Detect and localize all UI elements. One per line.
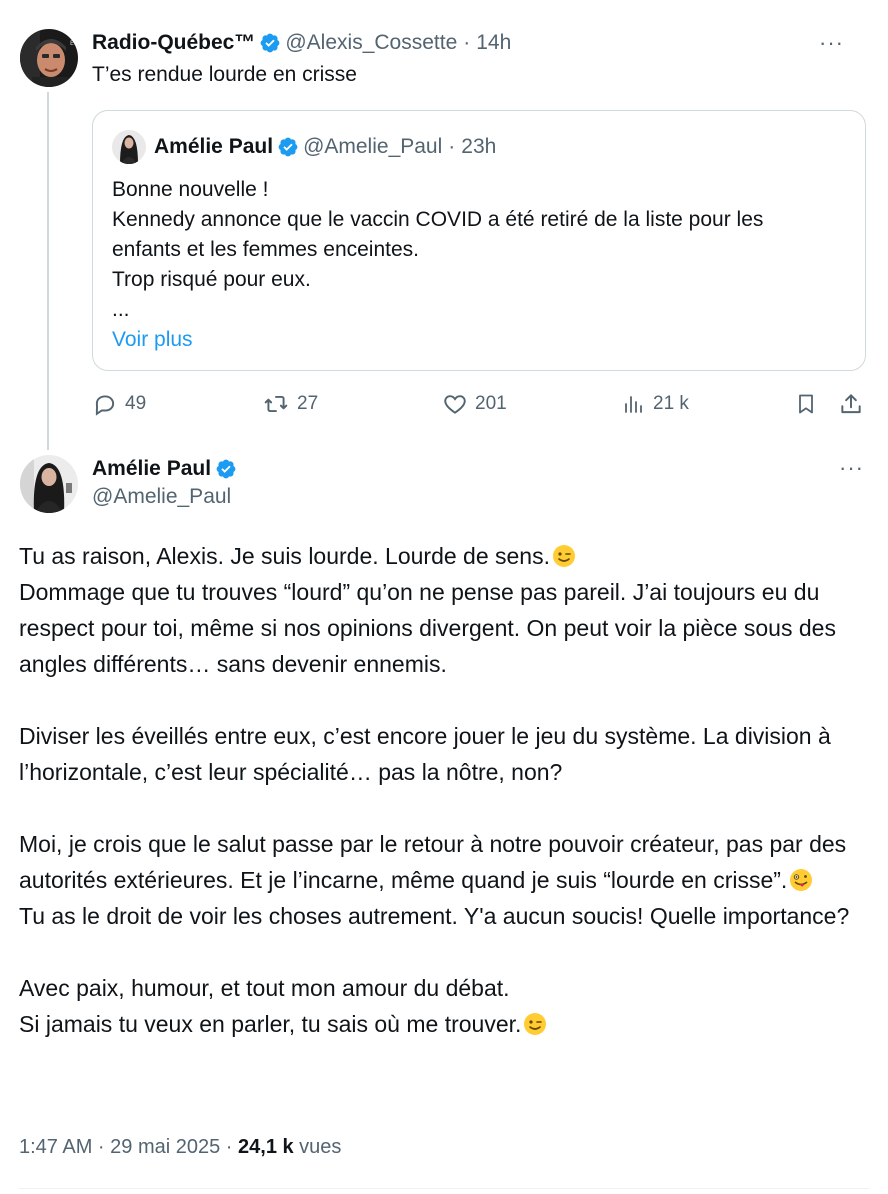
reply-tweet-text: T’es rendue lourde en crisse <box>92 63 357 86</box>
quoted-author-name: Amélie Paul <box>154 135 274 158</box>
bookmark-button[interactable] <box>794 390 825 418</box>
main-tweet-text <box>19 538 871 1042</box>
tweet-paragraph <box>19 682 871 718</box>
tweet-time[interactable]: 14h <box>476 31 512 54</box>
views-count: 21 k <box>653 393 689 414</box>
tweet-paragraph: Tu as raison, Alexis. Je suis lourde. Lourde de sens. <box>19 538 871 574</box>
tweet-action-bar <box>92 390 868 418</box>
reply-count: 49 <box>125 393 147 414</box>
verified-badge-icon <box>277 136 299 158</box>
avatar-amelie-paul-small <box>112 130 146 164</box>
retweet-icon <box>262 391 290 417</box>
views-bar-chart-icon <box>622 391 646 417</box>
divider <box>19 1188 869 1189</box>
separator-dot: · <box>463 31 471 54</box>
tweet-paragraph: Si jamais tu veux en parler, tu sais où me trouver. <box>19 1006 871 1042</box>
tweet-meta <box>19 1136 341 1159</box>
quoted-line: Kennedy annonce que le vaccin COVID a été retiré de la liste pour les <box>112 208 764 231</box>
retweet-count: 27 <box>297 393 319 414</box>
quoted-line: Bonne nouvelle ! <box>112 178 269 201</box>
tweet-paragraph: Tu as le droit de voir les choses autrement. Y'a aucun soucis! Quelle importance? <box>19 903 850 929</box>
quoted-line: Trop risqué pour eux. <box>112 268 311 291</box>
verified-badge-icon <box>215 458 237 480</box>
tweet-paragraph: Diviser les éveillés entre eux, c’est encore jouer le jeu du système. La division à l’horizontale, c’est leur spécialité… pas la nôtre, non? <box>19 723 831 785</box>
quoted-tweet-card[interactable] <box>92 110 866 371</box>
author-handle[interactable]: @Amelie_Paul <box>92 485 232 508</box>
share-icon <box>838 391 864 417</box>
views-label: vues <box>293 1136 342 1158</box>
quoted-tweet-header <box>112 132 496 162</box>
verified-badge-icon <box>259 32 281 54</box>
tweet-paragraph: Moi, je crois que le salut passe par le retour à notre pouvoir créateur, pas par des autorités extérieures. Et je l’incarne, même quand je suis “lourde en crisse”. <box>19 831 847 893</box>
more-options-icon[interactable]: ··· <box>819 30 844 55</box>
zany-face-emoji-icon <box>789 868 813 892</box>
avatar-man-icon <box>20 29 78 87</box>
thread-connector-line <box>47 92 49 450</box>
winking-face-emoji-icon <box>552 544 576 568</box>
quoted-tweet-time: 23h <box>461 135 497 158</box>
share-button[interactable] <box>838 390 871 418</box>
main-tweet-header <box>92 455 868 509</box>
author-name[interactable]: Radio-Québec™ <box>92 31 256 54</box>
winking-face-emoji-icon <box>523 1012 547 1036</box>
quoted-line: enfants et les femmes enceintes. <box>112 238 419 261</box>
author-handle[interactable]: @Alexis_Cossette <box>285 31 458 54</box>
svg-text:E:: E: <box>70 40 76 47</box>
avatar-woman-icon <box>20 455 78 513</box>
avatar-amelie-paul[interactable] <box>20 455 78 513</box>
separator-dot: · <box>448 135 456 158</box>
heart-icon <box>442 391 468 417</box>
quoted-line: ... <box>112 298 130 321</box>
tweet-paragraph <box>19 934 871 970</box>
bookmark-icon <box>794 391 818 417</box>
quoted-tweet-text <box>112 175 847 355</box>
tweet-paragraph <box>19 790 871 826</box>
views-total: 24,1 k <box>238 1136 294 1158</box>
tweet-paragraph: Dommage que tu trouves “lourd” qu’on ne pense pas pareil. J’ai toujours eu du respect pour toi, même si nos opinions divergent. On peut voir la pièce sous des angles différents… sans devenir ennemis. <box>19 579 836 677</box>
more-options-icon[interactable]: ··· <box>839 455 864 480</box>
show-more-link[interactable]: Voir plus <box>112 328 193 351</box>
avatar-radio-quebec[interactable] <box>20 29 78 87</box>
reply-button[interactable] <box>92 390 146 418</box>
reply-tweet-header <box>92 29 868 57</box>
views-button[interactable] <box>622 390 689 418</box>
author-name[interactable]: Amélie Paul <box>92 457 212 480</box>
quoted-author-handle: @Amelie_Paul <box>303 135 443 158</box>
like-count: 201 <box>475 393 507 414</box>
avatar-woman-icon <box>112 130 146 164</box>
retweet-button[interactable] <box>262 390 318 418</box>
tweet-paragraph: Avec paix, humour, et tout mon amour du débat. <box>19 975 510 1001</box>
tweet-timestamp[interactable]: 1:47 AM · 29 mai 2025 · <box>19 1136 239 1158</box>
reply-icon <box>92 391 118 417</box>
like-button[interactable] <box>442 390 507 418</box>
